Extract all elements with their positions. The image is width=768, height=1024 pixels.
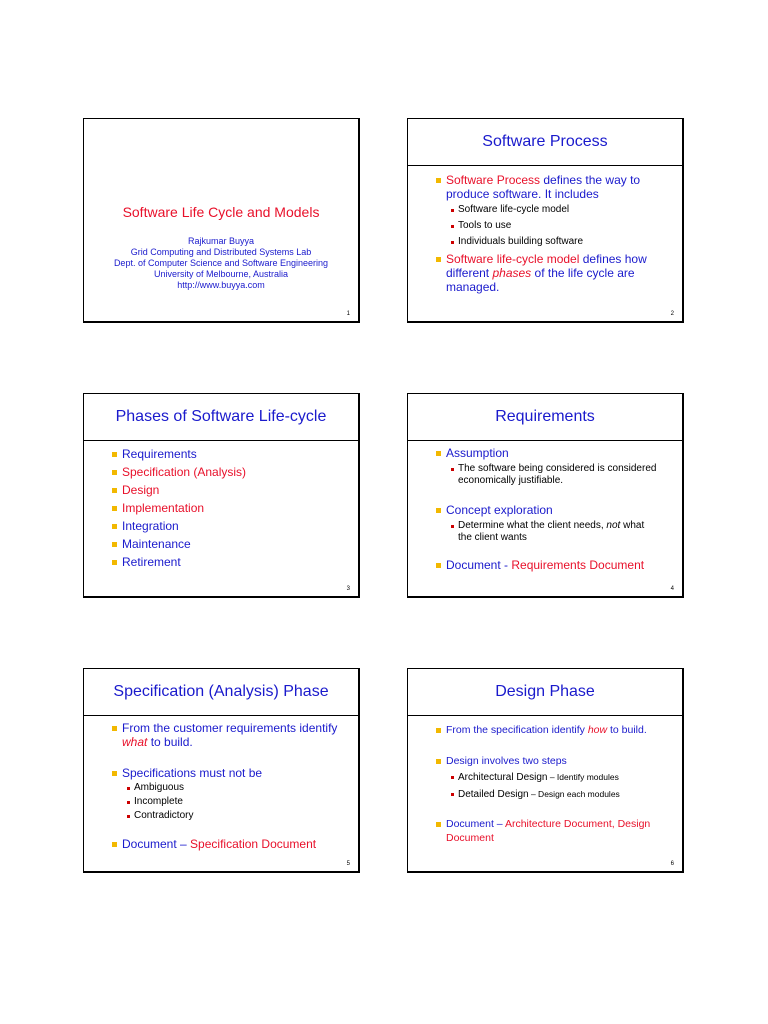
bullet-item (84, 837, 358, 851)
sub-bullet-item (84, 810, 358, 822)
slide-6 (407, 668, 684, 873)
bullet-emphasis: how (587, 724, 608, 736)
bullet-item (408, 817, 682, 845)
slide-number: 4 (670, 586, 674, 592)
bullet-text: Maintenance (122, 537, 191, 551)
sub-bullet-text: the client wants (458, 532, 527, 543)
bullet-text: different (446, 266, 493, 280)
bullet-text: Design involves two steps (446, 755, 567, 767)
bullet-text: defines the way to (540, 173, 641, 187)
bullet-text: From the customer requirements identify (122, 721, 338, 735)
bullet-emphasis: Specification Document (190, 837, 317, 851)
bullet-icon (112, 524, 117, 529)
bullet-item (84, 766, 358, 780)
bullet-item (408, 252, 682, 294)
bullet-text: defines how (579, 252, 647, 266)
bullet-item (84, 465, 358, 479)
sub-bullet-item (408, 788, 682, 801)
bullet-text: Specifications must not be (122, 766, 263, 780)
bullet-icon (451, 241, 454, 244)
sub-bullet-text: The software being considered is considered (458, 463, 657, 474)
bullet-text: of the life cycle are (531, 266, 635, 280)
sub-bullet-item (84, 782, 358, 794)
affiliation-line: Grid Computing and Distributed Systems Lab (130, 247, 312, 257)
sub-bullet-text: Ambiguous (134, 782, 185, 793)
bullet-icon (436, 728, 441, 733)
bullet-text: to build. (147, 735, 193, 749)
bullet-icon (436, 759, 441, 764)
bullet-text: Assumption (446, 446, 509, 460)
bullet-text: Design (122, 483, 160, 497)
bullet-icon (112, 560, 117, 565)
bullet-icon (451, 793, 454, 796)
sub-bullet-note: – Identify modules (547, 772, 619, 782)
slide-title: Requirements (408, 394, 682, 441)
slide-title: Specification (Analysis) Phase (84, 669, 358, 716)
sub-bullet-text: Detailed Design (458, 789, 529, 800)
bullet-item (408, 446, 682, 460)
sub-bullet-text: Contradictory (134, 810, 194, 821)
sub-bullet-text: what (620, 520, 645, 531)
bullet-icon (112, 542, 117, 547)
slide-body (84, 721, 358, 851)
bullet-text: Document - (446, 558, 512, 572)
slide-4 (407, 393, 684, 598)
bullet-text: Document – (446, 818, 505, 830)
sub-bullet-item (408, 520, 682, 544)
sub-bullet-text: Tools to use (458, 220, 512, 231)
website-link[interactable]: http://www.buyya.com (177, 280, 265, 290)
slide-body (408, 173, 682, 294)
bullet-text: From the specification identify (446, 724, 588, 736)
slide-number: 2 (670, 311, 674, 317)
bullet-icon (127, 815, 130, 818)
sub-bullet-item (408, 771, 682, 784)
bullet-icon (127, 787, 130, 790)
bullet-icon (112, 452, 117, 457)
bullet-icon (436, 508, 441, 513)
slide-title: Phases of Software Life-cycle (84, 394, 358, 441)
sub-bullet-item (408, 204, 682, 216)
bullet-icon (451, 225, 454, 228)
cover-content (84, 119, 358, 321)
bullet-icon (112, 488, 117, 493)
bullet-text: Concept exploration (446, 503, 553, 517)
bullet-text: Implementation (122, 501, 205, 515)
bullet-text: Document – (122, 837, 191, 851)
bullet-text: Specification (Analysis) (122, 465, 247, 479)
sub-bullet-text: Incomplete (134, 796, 183, 807)
bullet-icon (112, 842, 117, 847)
bullet-text: Retirement (122, 555, 181, 569)
slide-1 (83, 118, 360, 323)
bullet-text: produce software. It includes (446, 187, 599, 201)
bullet-icon (436, 178, 441, 183)
sub-bullet-item (408, 236, 682, 248)
bullet-item (84, 483, 358, 497)
bullet-emphasis: Architecture Document, Design (504, 818, 651, 830)
bullet-emphasis: Software Process (446, 173, 541, 187)
bullet-item (408, 173, 682, 201)
sub-bullet-item (84, 796, 358, 808)
bullet-icon (436, 257, 441, 262)
slide-number: 6 (670, 861, 674, 867)
sub-bullet-text: economically justifiable. (458, 475, 564, 486)
slide-number: 1 (346, 311, 350, 317)
bullet-icon (451, 209, 454, 212)
sub-bullet-text: Software life-cycle model (458, 204, 570, 215)
bullet-emphasis: phases (492, 266, 532, 280)
author-block (84, 236, 358, 291)
bullet-text: Requirements (122, 447, 197, 461)
bullet-item (408, 503, 682, 517)
sub-bullet-note: – Design each modules (528, 789, 620, 799)
bullet-icon (112, 470, 117, 475)
bullet-text: managed. (446, 280, 500, 294)
author-name: Rajkumar Buyya (187, 236, 255, 246)
bullet-icon (112, 771, 117, 776)
sub-bullet-text: Determine what the client needs, (458, 520, 607, 531)
bullet-item (408, 558, 682, 572)
sub-bullet-text: Individuals building software (458, 236, 584, 247)
sub-bullet-emphasis: not (606, 520, 621, 531)
bullet-text: to build. (607, 724, 647, 736)
bullet-emphasis: what (122, 735, 148, 749)
slide-body (408, 446, 682, 572)
sub-bullet-item (408, 463, 682, 487)
bullet-item (84, 519, 358, 533)
bullet-text: Integration (122, 519, 179, 533)
bullet-icon (112, 506, 117, 511)
bullet-icon (451, 525, 454, 528)
bullet-item (408, 723, 682, 737)
bullet-icon (451, 468, 454, 471)
bullet-item (84, 537, 358, 551)
sub-bullet-text: Architectural Design (458, 772, 548, 783)
bullet-emphasis: Requirements Document (511, 558, 645, 572)
sub-bullet-item (408, 220, 682, 232)
slide-title: Software Process (408, 119, 682, 166)
bullet-icon (127, 801, 130, 804)
bullet-item (408, 754, 682, 768)
slide-2 (407, 118, 684, 323)
affiliation-line: University of Melbourne, Australia (153, 269, 289, 279)
bullet-item (84, 555, 358, 569)
bullet-item (84, 447, 358, 461)
slide-number: 5 (346, 861, 350, 867)
bullet-icon (436, 451, 441, 456)
bullet-item (84, 721, 358, 749)
bullet-icon (436, 822, 441, 827)
bullet-emphasis: Document (446, 832, 494, 844)
bullet-item (84, 501, 358, 515)
slide-3 (83, 393, 360, 598)
bullet-emphasis: Software life-cycle model (446, 252, 580, 266)
bullet-icon (112, 726, 117, 731)
slide-title: Design Phase (408, 669, 682, 716)
bullet-icon (451, 776, 454, 779)
slide-body (408, 723, 682, 845)
slide-body (84, 447, 358, 569)
slide-title: Software Life Cycle and Models (122, 204, 320, 220)
bullet-icon (436, 563, 441, 568)
affiliation-line: Dept. of Computer Science and Software Engineering (113, 258, 329, 268)
slide-5 (83, 668, 360, 873)
slide-number: 3 (346, 586, 350, 592)
